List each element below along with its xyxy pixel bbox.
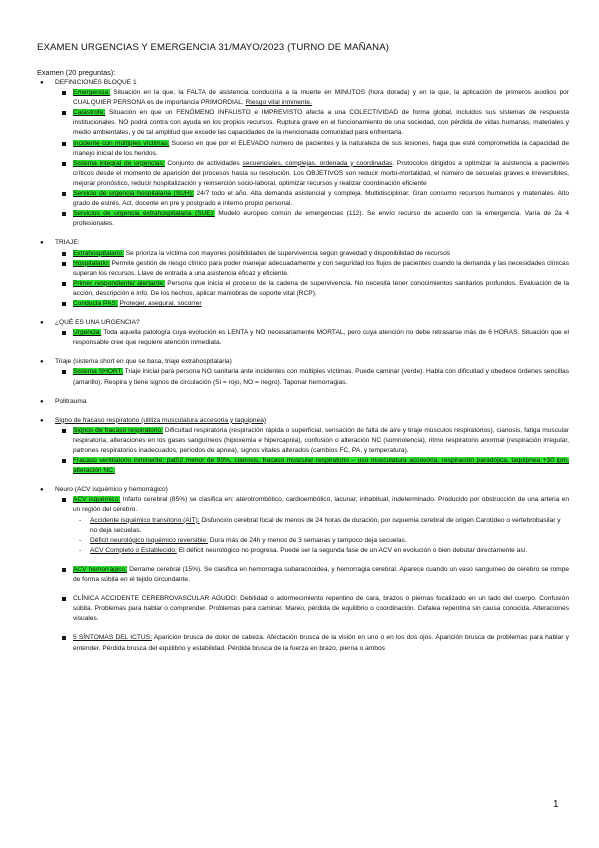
list-item: [0, 633, 599, 653]
item-text: Derrame cerebral (15%). Se clasifica en hemorragia subaracnoidea, y hemorragia cerebral. Aparece cuando un vaso sanguíneo de cerebro se rompe de forma súbita en el tejido circundante.: [73, 565, 570, 584]
square-bullet-icon: [62, 91, 66, 95]
square-bullet-icon: [62, 162, 66, 166]
item-term: ACV Completo o Establecido:: [90, 546, 177, 554]
dash-bullet: -: [79, 516, 82, 524]
section-heading: Triaje (sistema short en que se basa, triaje extrahospitalaria): [55, 358, 232, 366]
item-term: Incidente con múltiples víctimas:: [73, 139, 170, 147]
square-bullet-icon: [62, 142, 66, 146]
item-text: Suceso en que por el ELEVADO número de pacientes y la naturaleza de sus lesiones, haga que esté comprometida la capacidad de manejo inicial de los heridos.: [73, 139, 570, 157]
list-item: [0, 426, 599, 456]
document-title: EXAMEN URGENCIAS Y EMERGENCIA 31/MAYO/2023 (TURNO DE MAÑANA): [37, 42, 389, 53]
list-item: [0, 259, 599, 279]
item-underlined-text: secuenciales, complejas, ordenada y coordinadas: [242, 159, 393, 167]
item-text: Situación en que un FENÓMENO INFAUSTO e IMPREVISTO afecta a una COLECTIVIDAD de forma global, incluidos sus sistemas de respuesta institucionales. NO podrá contra con ayuda en los propios recursos. Ruptura grave en el funcionamiento de una sociedad, con pérdida de vidas humanas, materiales y medio ambientales, y de tal amplitud que excede las capacidades de la mencionada comunidad para enfrentarla.: [73, 109, 569, 137]
square-bullet-icon: [62, 192, 66, 196]
square-bullet-icon: [62, 331, 66, 335]
item-term: Accidente isquémico transitorio (AIT):: [90, 516, 200, 524]
section-heading: Signo de fracaso respiratorio (utiliza musculatura accesoria y taquipnea): [55, 416, 267, 424]
item-underlined-text: Proteger, asegurar, socorrer: [119, 299, 202, 307]
bullet-icon: ●: [40, 417, 44, 424]
list-item: [0, 159, 599, 189]
item-text: Disfunción cerebral focal de menos de 24 horas de duración, por isquemia cerebral de origen Carotídeo o vertebrobasilar y no deja secuelas.: [90, 516, 561, 534]
list-item: [0, 495, 599, 515]
bullet-icon: ●: [40, 320, 44, 327]
square-bullet-icon: [62, 459, 66, 463]
item-term: 5 SÍNTOMAS DEL ICTUS:: [73, 634, 152, 642]
list-item: [0, 249, 599, 259]
item-term: Primer respondiente/ alertante:: [73, 279, 165, 287]
square-bullet-icon: [62, 252, 66, 256]
item-text: Infarto cerebral (85%) se clasifica en: aterotrombótico, cardioembólico, lacunar, inhabitual, indeterminado. Producido por obstrucción de una arteria en un región del cerebro.: [73, 496, 569, 514]
item-term: Déficit neurológico isquémico reversible:: [90, 536, 209, 544]
list-item: [0, 189, 599, 209]
item-term: Hospitalario:: [73, 259, 110, 267]
item-text: Permite gestión de riesgo clínico para poder manejar adecuadamente y con seguridad los flujos de pacientes cuando la demanda y las necesidades clínicas superan los recursos. Llave de entrada a una asistencia eficaz y eficiente.: [73, 259, 569, 277]
list-item: [0, 367, 599, 387]
list-item: [0, 88, 599, 108]
dash-bullet: -: [79, 536, 82, 544]
item-text-cont: . Protocolos dirigidos a optimizar la asistencia a pacientes críticos desde el momento de aparición del procesos hasta su resolución. Los OBJETIVOS son reducir morbi-mortalidad, el número de secuelas graves e irreversibles, mejorar pronóstico, reducir hospitalización y reinserción socio-laboral, optimizar recursos y realizar coordinación eficiente: [73, 159, 569, 187]
item-term: Conducta PAS:: [73, 299, 118, 307]
list-item: [0, 594, 599, 624]
item-text: El déficit neurológico no progresa. Puede ser la segunda fase de un ACV en evolución o bien debutar directamente así.: [176, 546, 528, 554]
document-content: [0, 78, 599, 654]
item-term: Servicios de urgencia extrahospitalaria (SUE):: [73, 210, 215, 218]
square-bullet-icon: [62, 111, 66, 115]
square-bullet-icon: [62, 262, 66, 266]
item-text: 24/7 todo el año. Alta demanda asistencial y compleja. Multidisciplinar. Gran consumo recursos humanos y materiales. Alto grado de estrés. Act. docente en pre y postgrado e interno propio personal.: [73, 190, 569, 208]
section-politrauma: [0, 397, 599, 407]
section-heading: Politrauma: [55, 397, 87, 405]
item-term: Servicio de urgencia hospitalaria (SUH):: [73, 190, 194, 198]
bullet-icon: ●: [40, 487, 44, 494]
item-term: Emergencia:: [73, 89, 111, 97]
list-item: [0, 279, 599, 299]
sub-list-item: [0, 516, 599, 536]
item-text: Toda aquella patología cuya evolución es LENTA y NO necesariamente MORTAL, pero cuya atención no debe retrasarse más de 6 HORAS. Situación que el responsable cree que requiere atención inmediata.: [73, 329, 569, 347]
item-text: Aparición brusca de dolor de cabeza. Afectación brusca de la visión en uno o en los dos ojos. Aparición brusca de problemas para hablar y entender. Pérdida brusca del equilibrio y estabilidad. Pérdida brusca de la fuerza en brazo, pierna o ambos: [73, 634, 569, 652]
item-term: Sistema SHORT:: [73, 368, 123, 376]
square-bullet-icon: [62, 212, 66, 216]
item-text: Triaje inicial para persona NO sanitaria ante incidentes con múltiples víctimas. Puede caminar (verde). Habla con dificultad y obedece órdenes sencillas (amarillo). Respira y tiene signos de circulación (Si = rojo, NO = negro). Taponar hemorragias.: [73, 368, 569, 386]
bullet-icon: ●: [40, 398, 44, 405]
section-urgencia: [0, 318, 599, 328]
square-bullet-icon: [62, 370, 66, 374]
item-term: Signos de fracaso respiratorio:: [73, 426, 163, 434]
item-term: ACV isquémico:: [73, 496, 121, 504]
section-neuro: [0, 485, 599, 495]
square-bullet-icon: [62, 498, 66, 502]
section-triaje: [0, 238, 599, 248]
bullet-icon: ●: [40, 80, 44, 86]
dash-bullet: -: [79, 546, 82, 554]
bullet-icon: ●: [40, 359, 44, 366]
square-bullet-icon: [62, 597, 66, 601]
item-text: Modelo europeo común de emergencias (112). Se envío recurso de acuerdo con la emergencia. Varía de 2a 4 profesionales.: [73, 210, 569, 228]
square-bullet-icon: [62, 568, 66, 572]
section-heading: TRIAJE:: [55, 239, 80, 247]
item-term: Sistema integral de urgencias:: [73, 159, 165, 167]
item-text: Persona que inicia el proceso de la cadena de supervivencia. No necesita tener conocimientos sanitarios profundos. Evaluación de la acción, descripción e info. De los hechos, aplicar maniobras de soporte vital (RCP).: [73, 279, 569, 297]
item-term: ACV hemorrágico:: [73, 565, 128, 573]
item-text: CLÍNICA ACCIDENTE CEREBROVASCULAR AGUDO: Debilidad o adormecimiento repentino de cara, brazos o piernas focalizado en un lado del cuerpo. Confusión súbita. Problemas para hablar o comprender. Problemas para caminar. Mareo, pérdida de equilibrio o coordinación. Cefalea repentina sin causa conocida. Alteraciones visuales.: [73, 595, 569, 623]
square-bullet-icon: [62, 282, 66, 286]
square-bullet-icon: [62, 429, 66, 433]
list-item: [0, 209, 599, 229]
item-text: Dificultad respiratoria (respiración rápida o superficial, sensación de falta de aire y tiraje músculos respiratorios), cianosis, fatiga muscular respiratoria, alteraciones en los gases sanguíneos (hipoxemia e hipercapnia), confusión o alteración NC (somnolencia), ritmo respiratorio anormal (respiración irregular, patrones respiratorios inadecuados, períodos de apnea), signos vitales alterados (cambios FC, PA, y temperatura).: [73, 426, 569, 454]
sub-list-item: [0, 546, 599, 556]
item-text: Se prioriza la víctima con mayores posibilidades de supervivencia según gravedad y disponibilidad de recursos: [123, 249, 451, 257]
item-term: Extrahospitalario:: [73, 249, 124, 257]
sub-list-item: [0, 536, 599, 546]
item-text: Conjunto de actividades: [164, 159, 243, 167]
page-number: 1: [553, 799, 559, 810]
list-item: [0, 565, 599, 585]
list-item: [0, 299, 599, 309]
section-heading: ¿QUÉ ES UNA URGENCIA?: [55, 319, 140, 327]
item-underlined-text: Riesgo vital inminente.: [245, 99, 312, 107]
list-item: [0, 139, 599, 159]
square-bullet-icon: [62, 636, 66, 640]
bullet-icon: ●: [40, 240, 44, 247]
section-triaje-short: [0, 357, 599, 367]
item-term: Fracaso ventilatorio inminente: pat02 menor de 90%, cianosis, fracaso muscular respiratorio – uso musculatura accesoria, respiración paradójica, taquipnea +30 lpm, alteración NC.: [73, 457, 569, 475]
section-fracaso: [0, 416, 599, 426]
list-item: [0, 328, 599, 348]
exam-label: Examen (20 preguntas):: [37, 68, 116, 77]
item-text: Dura más de 24h y menos de 3 semanas y tampoco deja secuelas.: [208, 536, 407, 544]
section-definiciones: [0, 78, 599, 88]
list-item: [0, 456, 599, 476]
item-term: Catástrofe:: [73, 109, 106, 117]
list-item: [0, 108, 599, 138]
section-heading: DEFINICIONES BLOQUE 1: [55, 79, 137, 86]
square-bullet-icon: [62, 302, 66, 306]
section-heading: Neuro (ACV isquémico y hemorrágico): [55, 486, 168, 494]
item-term: Urgencia:: [73, 329, 102, 337]
item-text: Situación en la que, la FALTA de asistencia conduciría a la muerte en MINUTOS (hora dorada) y en la que, la aplicación de primeros auxilios por CUALQUIER PERSONA es de importancia PRIMORDIAL.: [73, 89, 569, 107]
